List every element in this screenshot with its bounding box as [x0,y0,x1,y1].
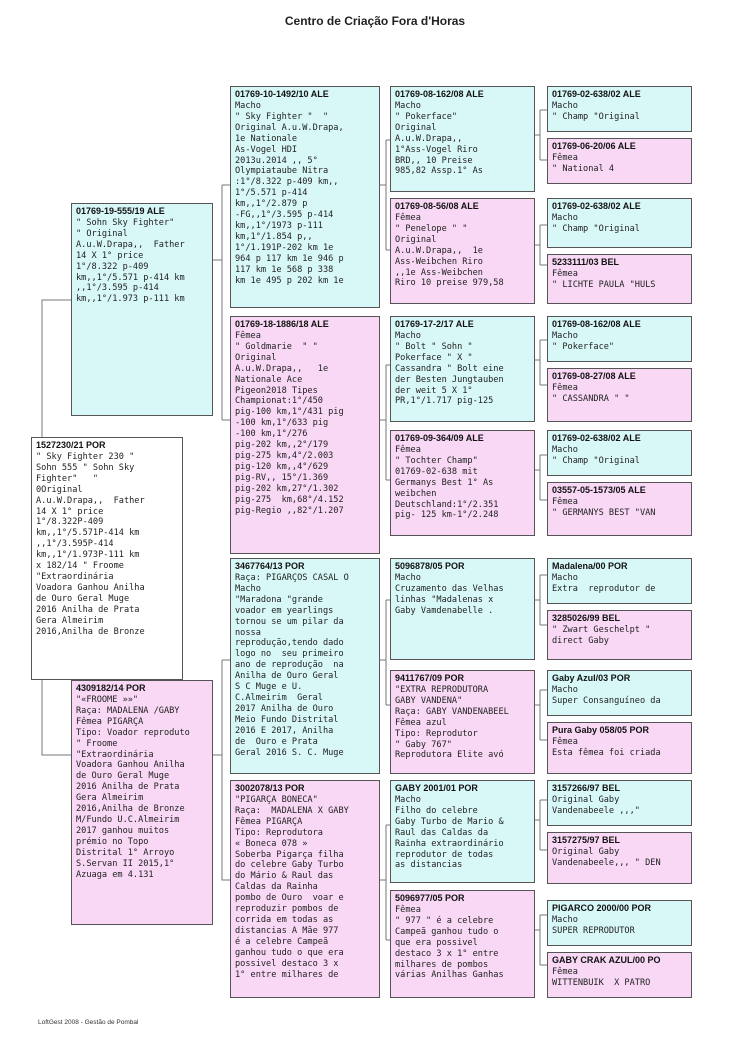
pigeon-description: Macho " Pokerface" [552,331,615,352]
ring-number: 5233111/03 BEL [552,257,620,267]
pigeon-description: Macho " Champ "Original [552,213,640,234]
pigeon-description: "PIGARÇA BONECA" Raça: MADALENA X GABY Fêmea PIGARÇA Tipo: Reprodutora « Boneca 078 » Soberba Pigarça filha do celebre Gaby Turbo do Mário & Raul das Caldas da Rainha pombo de Ouro voar e reproduzir pombos de corrida em todas as distancias A Mãe 977 é a celebre Campeã ganhou tudo o que era possivel destaco 3 x 1° entre milhares de [235,795,349,980]
footer-credit: LoftGest 2008 - Gestão de Pombal [38,1019,139,1026]
pigeon-description: Fêmea " Tochter Champ" 01769-02-638 mit Germanys Best 1° As weibchen Deutschland:1°/2.351 pig- 125 km-1°/2.248 [395,445,499,521]
ancestor-g3-card[interactable] [390,86,535,192]
ring-number: 01769-17-2/17 ALE [395,319,474,329]
pigeon-description: " Zwart Geschelpt " direct Gaby [552,625,651,646]
ring-number: GABY 2001/01 POR [395,783,478,793]
ring-number: 3467764/13 POR [235,561,305,571]
ring-number: 3157266/97 BEL [552,783,621,793]
ancestor-g4-card[interactable] [547,368,692,422]
pigeon-description: " Sohn Sky Fighter" " Original A.u.W.Drapa,, Father 14 X 1° price 1°/8.322 p-409 km,,1°/5.571 p-414 km ,,1°/3.595 p-414 km,,1°/1.973 p-111 km [76,218,185,305]
ancestor-g4-card[interactable] [547,670,692,716]
pigeon-description: Fêmea " National 4 [552,153,615,174]
ring-number: 01769-09-364/09 ALE [395,433,484,443]
ancestor-g4-card[interactable] [547,610,692,660]
pigeon-description: Macho SUPER REPRODUTOR [552,915,635,936]
pigeon-description: Fêmea WITTENBUIK X PATRO [552,967,651,988]
ring-number: 01769-02-638/02 ALE [552,89,641,99]
pigeon-description: " Sky Fighter 230 " Sohn 555 " Sohn Sky Fighter" " 0Original A.u.W.Drapa,, Father 14 X 1° price 1°/8.322P-409 km,,1°/5.571P-414 km ,,1°/3.595P-414 km,,1°/1.973P-111 km x 182/14 " Froome "Extraordinária Voadora Ganhou Anilha de Ouro Geral Muge 2016 Anilha de Prata Gera Almeirim 2016,Anilha de Bronze [36,452,145,637]
ancestor-g3-card[interactable] [390,780,535,883]
ancestor-g4-card[interactable] [547,138,692,184]
pigeon-description: Macho " Sky Fighter " " Original A.u.W.Drapa, 1e Nationale As-Vogel HDI 2013u.2014 ,, 5° Olympiataube Nitra :1°/8.322 p-409 km,, 1°/5.571 p-414 km,,1°/2.879 p -FG,,1°/3.595 p-414 km,,1°/1973 p-111 km,1°/1.854 p,, 1°/1.191P-202 km 1e 964 p 117 km 1e 946 p 117 km 1e 568 p 338 km 1e 495 p 202 km 1e [235,101,344,286]
ring-number: 01769-08-56/08 ALE [395,201,479,211]
pigeon-description: Fêmea " LICHTE PAULA "HULS [552,269,656,290]
pigeon-description: Raça: PIGARÇOS CASAL O Macho "Maradona "grande voador em yearlings tornou se um pilar da nossa reprodução,tendo dado logo no seu primeiro ano de reprodução na Anilha de Ouro Geral S C Muge e U. C.Almeirim Geral 2017 Anilha de Ouro Meio Fundo Distrital 2016 E 2017, Anilha de Ouro e Prata Geral 2016 S. C. Muge [235,573,349,758]
pigeon-description: Macho " Champ "Original [552,445,640,466]
granddam-paternal-card[interactable] [230,316,380,554]
ring-number: Gaby Azul/03 POR [552,673,631,683]
ring-number: 01769-08-162/08 ALE [395,89,484,99]
page-title: Centro de Criação Fora d'Horas [284,14,466,28]
ring-number: 3002078/13 POR [235,783,305,793]
ancestor-g3-card[interactable] [390,558,535,660]
ring-number: 01769-18-1886/18 ALE [235,319,329,329]
pigeon-description: Fêmea " GERMANYS BEST "VAN [552,497,656,518]
ring-number: 4309182/14 POR [76,683,146,693]
ancestor-g3-card[interactable] [390,430,535,536]
ancestor-g4-card[interactable] [547,832,692,884]
ring-number: 01769-19-555/19 ALE [76,206,165,216]
ring-number: Pura Gaby 058/05 POR [552,725,650,735]
ring-number: 5096878/05 POR [395,561,465,571]
ancestor-g4-card[interactable] [547,86,692,132]
pigeon-description: Macho Cruzamento das Velhas linhas "Madalenas x Gaby Vamdenabelle . [395,573,504,616]
pigeon-description: Original Gaby Vandenabeele,,, " DEN [552,847,661,868]
ring-number: 01769-02-638/02 ALE [552,201,641,211]
ring-number: 01769-02-638/02 ALE [552,433,641,443]
dam-card[interactable] [71,680,213,925]
pigeon-description: Fêmea Esta fêmea foi criada [552,737,661,758]
ring-number: GABY CRAK AZUL/00 PO [552,955,661,965]
ancestor-g4-card[interactable] [547,198,692,248]
ancestor-g4-card[interactable] [547,780,692,826]
pigeon-description: Fêmea " 977 " é a celebre Campeã ganhou tudo o que era possivel destaco 3 x 1° entre milhares de pombos várias Anilhas Ganhas [395,905,504,981]
ring-number: 1527230/21 POR [36,440,106,450]
ancestor-g3-card[interactable] [390,316,535,422]
pigeon-description: Original Gaby Vandenabeele ,,," [552,795,640,816]
pigeon-description: Macho " Bolt " Sohn " Pokerface " X " Cassandra " Bolt eine der Besten Jungtauben der weit 5 X 1° PR,1°/1.717 pig-125 [395,331,504,407]
ring-number: 01769-06-20/06 ALE [552,141,636,151]
pigeon-description: "«FROOME »»" Raça: MADALENA /GABY Fêmea PIGARÇA Tipo: Voador reproduto " Froome "Extraordinária Voadora Ganhou Anilha de Ouro Geral Muge 2016 Anilha de Prata Gera Almeirim 2016,Anilha de Bronze M/Fundo U.C.Almeirim 2017 ganhou muitos prémio no Topo Distrital 1° Arroyo S.Servan II 2015,1° Azuaga em 4.131 [76,695,190,880]
pigeon-description: Macho Extra reprodutor de [552,573,656,594]
pigeon-description: "EXTRA REPRODUTORA GABY VANDENA" Raça: GABY VANDENABEEL Fêmea azul Tipo: Reprodutor " Gaby 767" Reprodutora Elite avó [395,685,509,761]
ancestor-g4-card[interactable] [547,482,692,536]
ancestor-g3-card[interactable] [390,890,535,998]
pigeon-description: Macho Filho do celebre Gaby Turbo de Mario & Raul das Caldas da Rainha extraordinário reprodutor de todas as distancias [395,795,504,871]
ring-number: 3285026/99 BEL [552,613,621,623]
ring-number: PIGARCO 2000/00 POR [552,903,652,913]
ancestor-g3-card[interactable] [390,670,535,774]
ring-number: 03557-05-1573/05 ALE [552,485,646,495]
pigeon-description: Fêmea " CASSANDRA " " [552,383,630,404]
ring-number: 9411767/09 POR [395,673,465,683]
pigeon-description: Macho " Pokerface" Original A.u.W.Drapa,, 1°Ass-Vogel Riro BRD,, 10 Preise 985,82 Assp.1° As [395,101,483,177]
granddam-maternal-card[interactable] [230,780,380,998]
ring-number: 01769-10-1492/10 ALE [235,89,329,99]
ancestor-g4-card[interactable] [547,900,692,946]
ancestor-g3-card[interactable] [390,198,535,304]
grandsire-maternal-card[interactable] [230,558,380,774]
ancestor-g4-card[interactable] [547,722,692,774]
ancestor-g4-card[interactable] [547,952,692,998]
ring-number: Madalena/00 POR [552,561,628,571]
pigeon-description: Macho " Champ "Original [552,101,640,122]
ancestor-g4-card[interactable] [547,254,692,304]
ring-number: 01769-08-162/08 ALE [552,319,641,329]
sire-card[interactable] [71,203,213,416]
pedigree-subject-card[interactable] [31,437,183,680]
ring-number: 01769-08-27/08 ALE [552,371,636,381]
ring-number: 3157275/97 BEL [552,835,621,845]
ancestor-g4-card[interactable] [547,430,692,476]
grandsire-paternal-card[interactable] [230,86,380,308]
ring-number: 5096977/05 POR [395,893,465,903]
ancestor-g4-card[interactable] [547,316,692,362]
ancestor-g4-card[interactable] [547,558,692,604]
pigeon-description: Fêmea " Penelope " " Original A.u.W.Drapa,, 1e Ass-Weibchen Riro ,,1e Ass-Weibchen Riro 10 preise 979,58 [395,213,504,289]
pigeon-description: Macho Super Consanguíneo da [552,685,661,706]
pigeon-description: Fêmea " Goldmarie " " Original A.u.W.Drapa,, 1e Nationale Ace Pigeon2018 Tipes Championat:1°/450 pig-100 km,1°/431 pig -100 km,1°/633 pig -100 km,1°/276 pig-202 km,,2°/179 pig-275 km,4°/2.003 pig-120 km,,4°/629 pig-RV,, 15°/1.369 pig-202 km,27°/1.302 pig-275 km,68°/4.152 pig-Regio ,,82°/1.207 [235,331,344,516]
